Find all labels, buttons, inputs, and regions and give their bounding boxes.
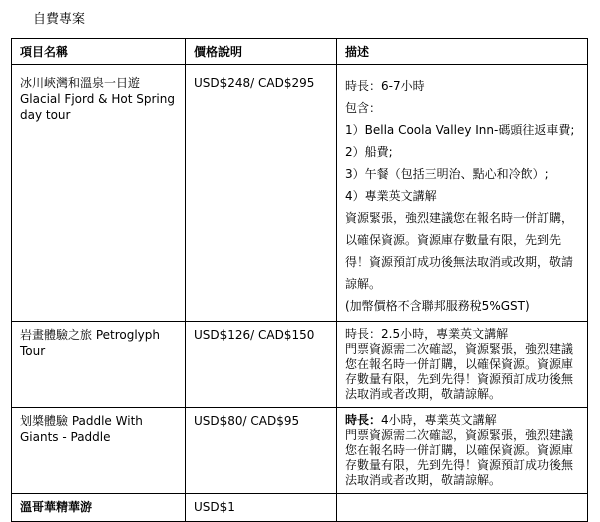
row-price: USD$1 [186, 494, 337, 522]
desc-line: 4）專業英文講解 [345, 189, 437, 203]
row-name: 冰川峽灣和溫泉一日遊 Glacial Fjord & Hot Spring day tour [12, 65, 186, 322]
row-price: USD$80/ CAD$95 [186, 408, 337, 494]
row-desc [337, 65, 588, 322]
desc-text: 門票資源需二次確認，資源緊張，強烈建議您在報名時一併訂購，以確保資源。資源庫存數量有限，先到先得！資源預訂成功後無法取消或者改期，敬請諒解。 [345, 428, 574, 487]
table-header-row [12, 39, 588, 65]
table-row [12, 494, 588, 522]
desc-line: 資源緊張，強烈建議您在報名時一併訂購，以確保資源。資源庫存數量有限，先到先得！資源預訂成功後無法取消或改期，敬請諒解。 [345, 211, 574, 291]
header-desc: 描述 [337, 39, 588, 65]
header-price: 價格說明 [186, 39, 337, 65]
desc-duration-value: 4小時，專業英文講解 [381, 413, 497, 427]
document-title: 自費專案 [33, 12, 86, 27]
desc-duration-value: 2.5小時，專業英文講解 [381, 327, 509, 341]
desc-line: 3）午餐（包括三明治、點心和冷飲）; [345, 167, 549, 181]
row-desc [337, 408, 588, 494]
table-row [12, 322, 588, 408]
row-price: USD$126/ CAD$150 [186, 322, 337, 408]
desc-duration-label: 時長： [345, 327, 382, 341]
desc-duration [345, 413, 579, 428]
row-name: 划槳體驗 Paddle With Giants - Paddle [12, 408, 186, 494]
header-name: 項目名稱 [12, 39, 186, 65]
tour-table [11, 38, 588, 522]
row-name: 溫哥華精華游 [12, 494, 186, 522]
desc-line: 包含： [345, 101, 382, 115]
desc-duration [345, 327, 579, 342]
table-row [12, 408, 588, 494]
row-name: 岩畫體驗之旅 Petroglyph Tour [12, 322, 186, 408]
desc-line: 2）船費; [345, 145, 393, 159]
row-price: USD$248/ CAD$295 [186, 65, 337, 322]
table-row [12, 65, 588, 322]
row-desc [337, 494, 588, 522]
desc-text: 門票資源需二次確認，資源緊張，強烈建議您在報名時一併訂購，以確保資源。資源庫存數量有限，先到先得！資源預訂成功後無法取消或者改期，敬請諒解。 [345, 342, 574, 401]
desc-line: 1）Bella Coola Valley Inn-碼頭往返車費; [345, 123, 575, 137]
desc-line: (加幣價格不含聯邦服務稅5%GST) [345, 299, 530, 313]
row-desc [337, 322, 588, 408]
desc-duration-label: 時長： [345, 413, 382, 427]
desc-line: 時長：6-7小時 [345, 79, 425, 93]
